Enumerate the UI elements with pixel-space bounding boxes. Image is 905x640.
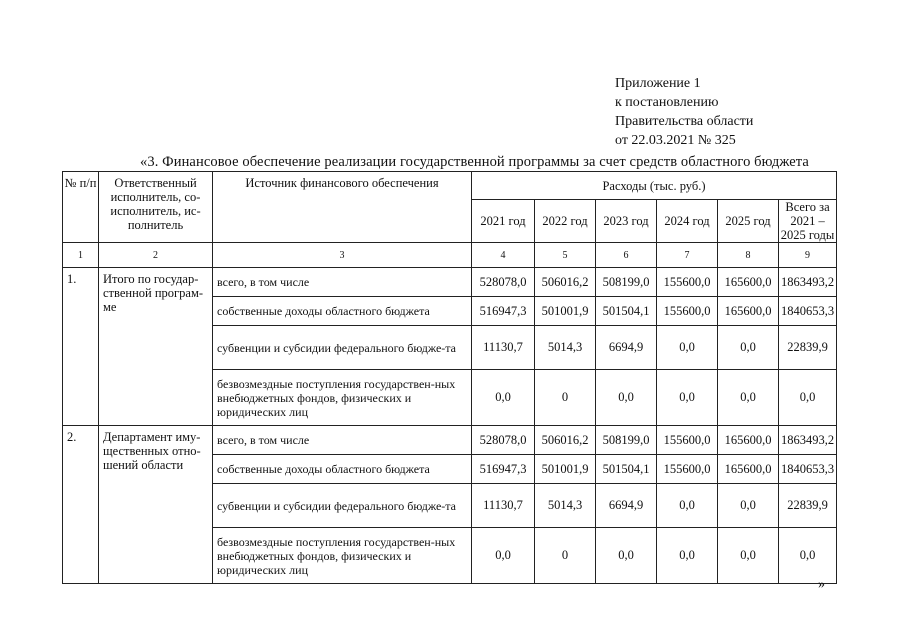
- total-cell: 0,0: [779, 370, 837, 426]
- document-title: «3. Финансовое обеспечение реализации государственной программы за счет средств областного бюджета: [140, 154, 809, 170]
- header-year: 2021 год: [472, 200, 535, 243]
- value-cell: 0,0: [718, 370, 779, 426]
- value-cell: 165600,0: [718, 297, 779, 326]
- value-cell: 0,0: [596, 370, 657, 426]
- column-number: 7: [657, 243, 718, 268]
- appendix-line-2: к постановлению: [615, 95, 719, 110]
- value-cell: 0: [535, 528, 596, 584]
- total-cell: 1863493,2: [779, 268, 837, 297]
- header-executor: Ответственный исполнитель, со-исполнитель, ис-полнитель: [99, 172, 213, 243]
- header-expenses: Расходы (тыс. руб.): [472, 172, 837, 200]
- header-year: 2023 год: [596, 200, 657, 243]
- value-cell: 0,0: [472, 528, 535, 584]
- column-number: 2: [99, 243, 213, 268]
- value-cell: 528078,0: [472, 268, 535, 297]
- column-number: 4: [472, 243, 535, 268]
- value-cell: 0: [535, 370, 596, 426]
- value-cell: 165600,0: [718, 455, 779, 484]
- source-label: всего, в том числе: [213, 426, 472, 455]
- value-cell: 0,0: [596, 528, 657, 584]
- value-cell: 5014,3: [535, 484, 596, 528]
- financing-table: [62, 171, 837, 584]
- header-year: 2025 год: [718, 200, 779, 243]
- value-cell: 508199,0: [596, 426, 657, 455]
- closing-quote: »: [818, 577, 825, 592]
- column-number: 5: [535, 243, 596, 268]
- table-row: [63, 268, 837, 297]
- total-cell: 22839,9: [779, 484, 837, 528]
- value-cell: 165600,0: [718, 426, 779, 455]
- value-cell: 165600,0: [718, 268, 779, 297]
- header-year: 2022 год: [535, 200, 596, 243]
- value-cell: 155600,0: [657, 426, 718, 455]
- value-cell: 0,0: [657, 528, 718, 584]
- source-label: всего, в том числе: [213, 268, 472, 297]
- value-cell: 5014,3: [535, 326, 596, 370]
- value-cell: 508199,0: [596, 268, 657, 297]
- header-year-total: Всего за 2021 – 2025 годы: [779, 200, 837, 243]
- column-number: 8: [718, 243, 779, 268]
- value-cell: 155600,0: [657, 455, 718, 484]
- source-label: безвозмездные поступления государствен-ных внебюджетных фондов, физических и юридических лиц: [213, 370, 472, 426]
- value-cell: 6694,9: [596, 484, 657, 528]
- value-cell: 6694,9: [596, 326, 657, 370]
- column-number: 9: [779, 243, 837, 268]
- row-number: 1.: [63, 268, 99, 426]
- value-cell: 0,0: [718, 528, 779, 584]
- value-cell: 155600,0: [657, 268, 718, 297]
- total-cell: 0,0: [779, 528, 837, 584]
- value-cell: 0,0: [718, 484, 779, 528]
- value-cell: 11130,7: [472, 484, 535, 528]
- appendix-line-3: Правительства области: [615, 114, 754, 129]
- value-cell: 528078,0: [472, 426, 535, 455]
- value-cell: 0,0: [472, 370, 535, 426]
- source-label: субвенции и субсидии федерального бюдже-та: [213, 484, 472, 528]
- column-number: 3: [213, 243, 472, 268]
- value-cell: 506016,2: [535, 268, 596, 297]
- table-row: [63, 426, 837, 455]
- value-cell: 506016,2: [535, 426, 596, 455]
- executor-name: Департамент иму-щественных отно-шений области: [99, 426, 213, 584]
- row-number: 2.: [63, 426, 99, 584]
- value-cell: 155600,0: [657, 297, 718, 326]
- source-label: безвозмездные поступления государствен-ных внебюджетных фондов, физических и юридических лиц: [213, 528, 472, 584]
- source-label: субвенции и субсидии федерального бюдже-та: [213, 326, 472, 370]
- value-cell: 501504,1: [596, 455, 657, 484]
- total-cell: 22839,9: [779, 326, 837, 370]
- total-cell: 1863493,2: [779, 426, 837, 455]
- value-cell: 0,0: [657, 370, 718, 426]
- value-cell: 0,0: [718, 326, 779, 370]
- total-cell: 1840653,3: [779, 455, 837, 484]
- source-label: собственные доходы областного бюджета: [213, 297, 472, 326]
- value-cell: 516947,3: [472, 297, 535, 326]
- header-source: Источник финансового обеспечения: [213, 172, 472, 243]
- appendix-line-4: от 22.03.2021 № 325: [615, 133, 736, 148]
- executor-name: Итого по государ-ственной програм-ме: [99, 268, 213, 426]
- source-label: собственные доходы областного бюджета: [213, 455, 472, 484]
- value-cell: 501504,1: [596, 297, 657, 326]
- column-number: 6: [596, 243, 657, 268]
- appendix-line-1: Приложение 1: [615, 76, 701, 91]
- value-cell: 0,0: [657, 326, 718, 370]
- value-cell: 501001,9: [535, 455, 596, 484]
- header-year: 2024 год: [657, 200, 718, 243]
- value-cell: 11130,7: [472, 326, 535, 370]
- total-cell: 1840653,3: [779, 297, 837, 326]
- column-number: 1: [63, 243, 99, 268]
- value-cell: 0,0: [657, 484, 718, 528]
- appendix-block: [615, 74, 753, 150]
- header-row-top: [63, 172, 837, 200]
- header-num: № п/п: [63, 172, 99, 243]
- value-cell: 516947,3: [472, 455, 535, 484]
- value-cell: 501001,9: [535, 297, 596, 326]
- column-number-row: [63, 243, 837, 268]
